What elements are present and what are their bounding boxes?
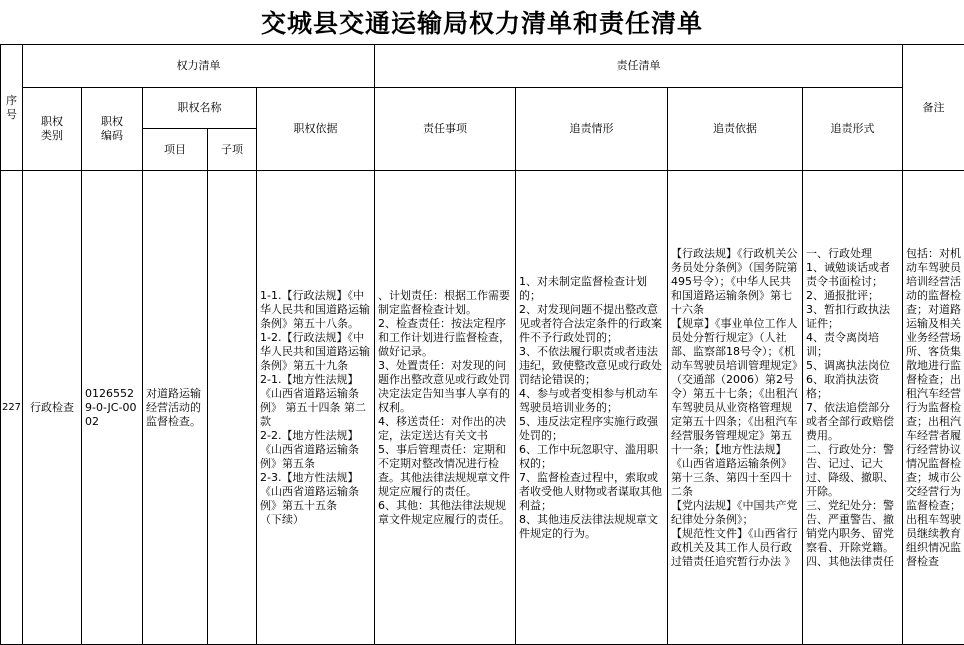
power-responsibility-table (0, 44, 964, 645)
row-type: 行政检查 (23, 171, 82, 645)
header-accountability-form: 追责形式 (803, 88, 903, 171)
row-basis: 1-1.【行政法规】《中华人民共和国道路运输条例》第五十八条。 1-2.【行政法规】《中华人民共和国道路运输条例》第五十九条 2-1.【地方性法规】《山西省道路运输条例》 第五十四条 第二款 2-2.【地方性法规】《山西省道路运输条例》第五条 2-3.【地方性法规】《山西省道路运输条例》第五十五条 （下续） (257, 171, 375, 645)
header-power-list: 权力清单 (23, 45, 375, 88)
header-power-code: 职权 编码 (82, 88, 143, 171)
header-duty-matters: 责任事项 (375, 88, 516, 171)
header-sub-item: 子项 (208, 129, 257, 171)
row-accountability-basis: 【行政法规】《行政机关公务员处分条例》（国务院第495号令）；《中华人民共和国道路运输条例》第七十六条 【规章】《事业单位工作人员处分暂行规定》（人社部、监察部18号令）；《机动车驾驶员培训管理规定》（交通部（2006）第2号令）第五十七条；《出租汽车驾驶员从业资格管理规定第五十四条；《出租汽车经营服务管理规定》第五十一条；【地方性法规】《山西省道路运输条例》第十三条、第四十至四十二条 【党内法规】《中国共产党纪律处分条例》； 【规范性文件】《山西省行政机关及其工作人员行政过错责任追究暂行办法 》 (668, 171, 803, 645)
row-accountability: 1、对未制定监督检查计划的； 2、对发现问题不提出整改意见或者符合法定条件的行政案件不予行政处罚的； 3、不依法履行职责或者违法违纪，致使整改意见或行政处罚结论错误的； 4、参与或者变相参与机动车驾驶员培训业务的； 5、违反法定程序实施行政强处罚的； 6、工作中玩忽职守、滥用职权的； 7、监督检查过程中，索取或者收受他人财物或者谋取其他利益； 8、其他违反法律法规规章文件规定的行为。 (516, 171, 668, 645)
table-row (1, 171, 964, 645)
header-seq: 序 号 (1, 45, 23, 171)
header-remarks: 备注 (903, 45, 964, 171)
page-title: 交城县交通运输局权力清单和责任清单 (260, 9, 703, 38)
header-accountability-basis: 追责依据 (668, 88, 803, 171)
header-power-name: 职权名称 (143, 88, 257, 129)
row-seq: 227 (1, 171, 23, 645)
header-power-type: 职权 类别 (23, 88, 82, 171)
header-item: 项目 (143, 129, 208, 171)
header-basis: 职权依据 (257, 88, 375, 171)
row-duties: 、计划责任：根据工作需要制定监督检查计划。 2、检查责任：按法定程序和工作计划进行监督检查，做好记录。 3、处置责任：对发现的问题作出整改意见或行政处罚决定法定告知当事人享有的权利。 4、移送责任：对作出的决定，法定送达有关文书 5、事后管理责任：定期和不定期对整改情况进行检查。其他法律法规规章文件规定应履行的责任。 6、其他：其他法律法规规章文件规定应履行的责任。 (375, 171, 516, 645)
row-remarks: 包括：对机动车驾驶员培训经营活动的监督检查；对道路运输及相关业务经营场所、客货集散地进行监督检查；出租汽车经营行为监督检查；出租汽车经营者履行经营协议情况监督检查；城市公交经营行为监督检查；出租车驾驶员继续教育组织情况监督检查 (903, 171, 964, 645)
row-item: 对道路运输经营活动的监督检查。 (143, 171, 208, 645)
row-code: 01265529-0-JC-0002 (82, 171, 143, 645)
row-sub-item (208, 171, 257, 645)
row-accountability-form: 一、行政处理 1、诫勉谈话或者责令书面检讨； 2、通报批评； 3、暂扣行政执法证件； 4、责令离岗培训； 5、调离执法岗位 6、取消执法资格； 7、依法追偿部分或者全部行政赔偿费用。 二、行政处分：警告、记过、记大过、降级、撤职、开除。 三、党纪处分：警告、严重警告、撤销党内职务、留党察看、开除党籍。 四、其他法律责任 (803, 171, 903, 645)
header-accountability: 追责情形 (516, 88, 668, 171)
header-duty-list: 责任清单 (375, 45, 903, 88)
